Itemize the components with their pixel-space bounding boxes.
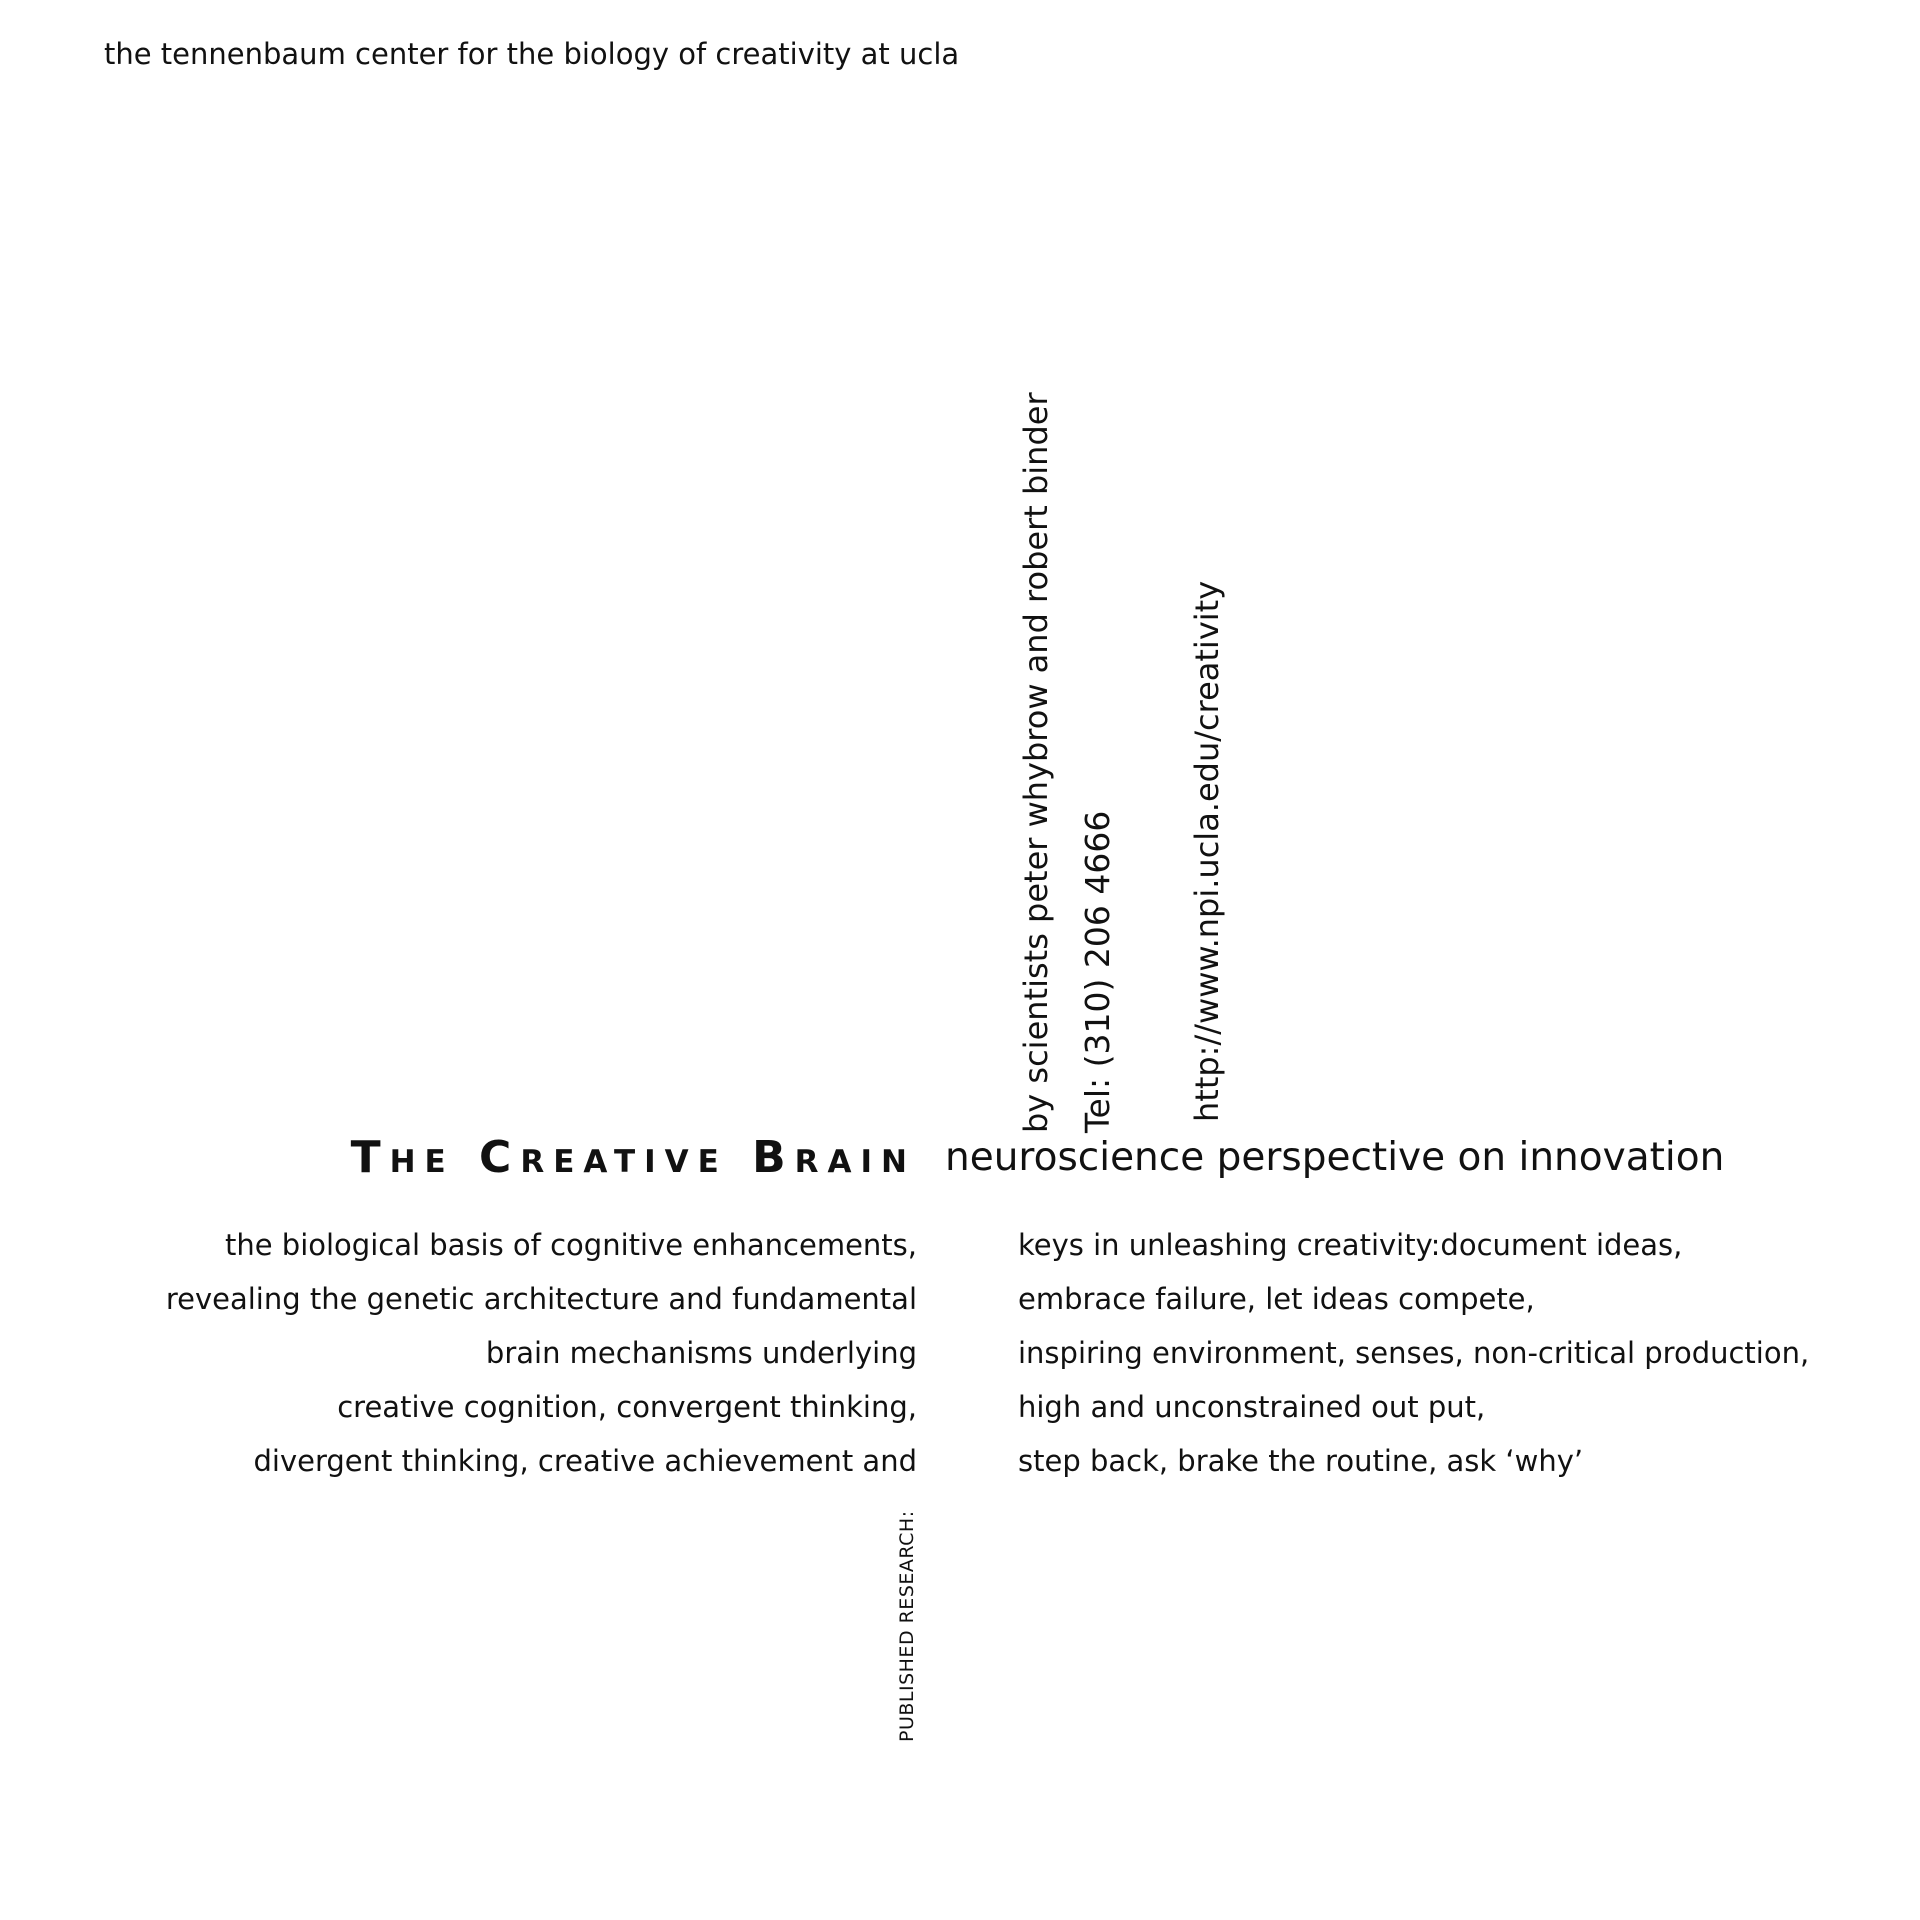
right-line: step back, brake the routine, ask ‘why’ xyxy=(1018,1444,1584,1478)
website-url-vertical-text[interactable]: http://www.npi.ucla.edu/creativity xyxy=(1188,580,1226,1122)
main-title: The Creative Brain xyxy=(350,1132,916,1183)
right-line: keys in unleashing creativity:document ideas, xyxy=(1018,1228,1683,1262)
left-line: revealing the genetic architecture and fundamental xyxy=(165,1282,917,1316)
organization-name: the tennenbaum center for the biology of creativity at ucla xyxy=(104,37,960,71)
authors-vertical-text: by scientists peter whybrow and robert binder xyxy=(1017,392,1055,1133)
right-line: high and unconstrained out put, xyxy=(1018,1390,1486,1424)
right-line: inspiring environment, senses, non-critical production, xyxy=(1018,1336,1810,1370)
right-line: embrace failure, let ideas compete, xyxy=(1018,1282,1535,1316)
subtitle: neuroscience perspective on innovation xyxy=(945,1135,1725,1180)
left-line: brain mechanisms underlying xyxy=(485,1336,917,1370)
telephone-vertical-text: Tel: (310) 206 4666 xyxy=(1078,810,1117,1133)
left-line: creative cognition, convergent thinking, xyxy=(337,1390,917,1424)
creativity-keys xyxy=(1018,1218,1809,1488)
published-research-label: PUBLISHED RESEARCH: xyxy=(896,1510,918,1742)
research-description xyxy=(166,1218,917,1488)
left-line: divergent thinking, creative achievement and xyxy=(253,1444,917,1478)
left-line: the biological basis of cognitive enhancements, xyxy=(224,1228,917,1262)
